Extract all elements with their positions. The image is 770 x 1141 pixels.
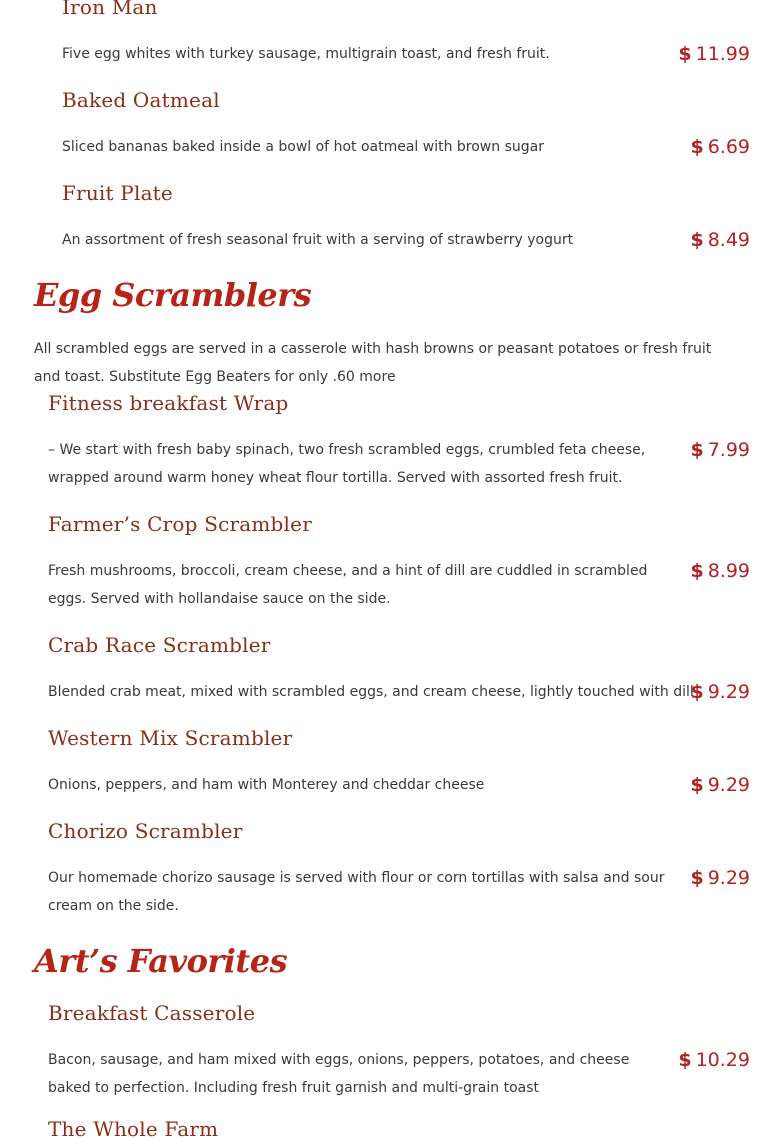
menu-item-description-fruit-plate: An assortment of fresh seasonal fruit with a serving of strawberry yogurt [62, 232, 574, 248]
menu-item-price-fitness-wrap [690, 436, 750, 464]
menu-item-title-iron-man: Iron Man [62, 0, 158, 19]
currency-symbol: $ [690, 774, 704, 796]
currency-symbol: $ [678, 1049, 692, 1071]
price-value: 9.29 [707, 774, 750, 796]
menu-item-title-crab-race: Crab Race Scrambler [48, 633, 271, 657]
menu-item-description-breakfast-casserole: Bacon, sausage, and ham mixed with eggs, onions, peppers, potatoes, and cheese baked to perfection. Including fresh fruit garnish and multi-grain toast [48, 1052, 630, 1096]
menu-item-price-fruit-plate [690, 226, 750, 254]
price-value: 9.29 [707, 681, 750, 703]
menu-item-description-farmers-crop: Fresh mushrooms, broccoli, cream cheese, and a hint of dill are cuddled in scrambled eggs. Served with hollandaise sauce on the side. [48, 563, 648, 607]
price-value: 10.29 [695, 1049, 750, 1071]
section-heading-egg-scramblers: Egg Scramblers [34, 276, 312, 314]
menu-item-price-breakfast-casserole [678, 1046, 750, 1074]
menu-item-price-baked-oatmeal [690, 133, 750, 161]
currency-symbol: $ [690, 681, 704, 703]
menu-item-price-farmers-crop [690, 557, 750, 585]
menu-item-description-chorizo: Our homemade chorizo sausage is served with flour or corn tortillas with salsa and sour cream on the side. [48, 870, 665, 914]
menu-item-description-fitness-wrap: – We start with fresh baby spinach, two fresh scrambled eggs, crumbled feta cheese, wrapped around warm honey wheat flour tortilla. Served with assorted fresh fruit. [48, 442, 646, 486]
section-intro-egg-scramblers: All scrambled eggs are served in a casserole with hash browns or peasant potatoes or fresh fruit and toast. Substitute Egg Beaters for only .60 more [34, 341, 712, 385]
menu-item-title-farmers-crop: Farmer’s Crop Scrambler [48, 512, 312, 536]
currency-symbol: $ [690, 560, 704, 582]
menu-item-title-chorizo: Chorizo Scrambler [48, 819, 243, 843]
currency-symbol: $ [690, 229, 704, 251]
menu-item-title-whole-farm: The Whole Farm [48, 1117, 219, 1141]
menu-item-title-baked-oatmeal: Baked Oatmeal [62, 88, 220, 112]
menu-item-title-fitness-wrap: Fitness breakfast Wrap [48, 391, 289, 415]
currency-symbol: $ [690, 867, 704, 889]
price-value: 8.99 [707, 560, 750, 582]
menu-item-price-iron-man [678, 40, 750, 68]
menu-item-price-chorizo [690, 864, 750, 892]
section-heading-arts-favorites: Art’s Favorites [34, 942, 288, 980]
menu-item-title-breakfast-casserole: Breakfast Casserole [48, 1001, 256, 1025]
currency-symbol: $ [690, 136, 704, 158]
menu-item-price-crab-race [690, 678, 750, 706]
menu-item-description-baked-oatmeal: Sliced bananas baked inside a bowl of hot oatmeal with brown sugar [62, 139, 544, 155]
price-value: 8.49 [707, 229, 750, 251]
price-value: 7.99 [707, 439, 750, 461]
currency-symbol: $ [690, 439, 704, 461]
menu-item-price-western-mix [690, 771, 750, 799]
menu-item-description-crab-race: Blended crab meat, mixed with scrambled eggs, and cream cheese, lightly touched with dill [48, 684, 694, 700]
price-value: 9.29 [707, 867, 750, 889]
currency-symbol: $ [678, 43, 692, 65]
price-value: 11.99 [695, 43, 750, 65]
menu-item-description-iron-man: Five egg whites with turkey sausage, multigrain toast, and fresh fruit. [62, 46, 550, 62]
menu-item-title-fruit-plate: Fruit Plate [62, 181, 173, 205]
menu-item-title-western-mix: Western Mix Scrambler [48, 726, 293, 750]
price-value: 6.69 [707, 136, 750, 158]
menu-item-description-western-mix: Onions, peppers, and ham with Monterey and cheddar cheese [48, 777, 485, 793]
